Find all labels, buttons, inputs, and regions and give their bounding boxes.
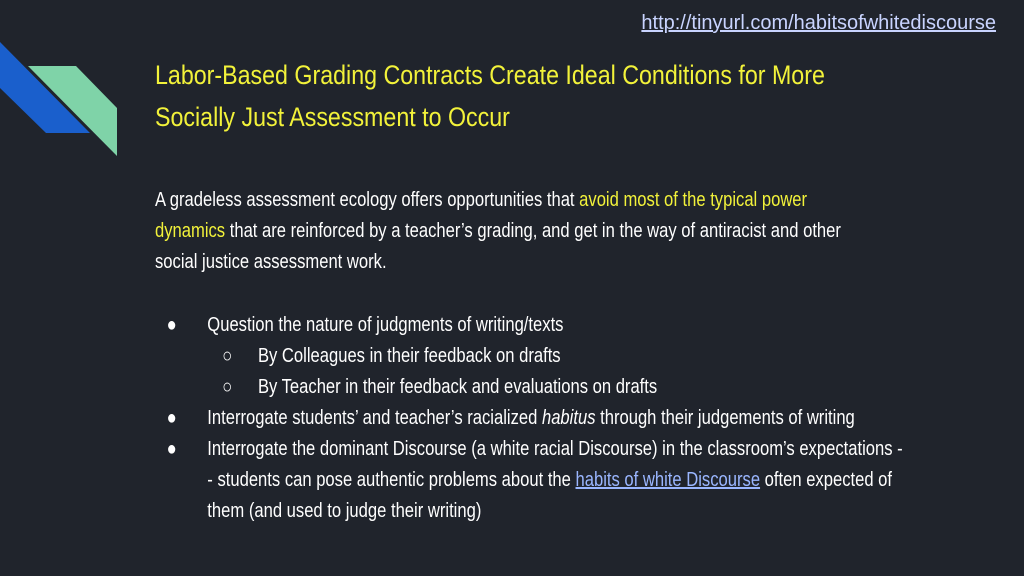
bullet-item-2 [160,403,907,434]
sub-bullet-icon: ○ [222,345,233,367]
title-line-1: Labor-Based Grading Contracts Create Ideal Conditions for More [155,60,825,90]
habits-of-white-discourse-link[interactable]: habits of white Discourse [575,469,761,491]
sub-bullet-item-2 [160,372,907,403]
bullet-list [160,310,907,527]
bullet-icon: ● [166,314,177,336]
bullet-text-before: Interrogate the dominant Discourse (a white racial Discourse) in the classroom’s expectations -- students can pose authentic problems about the [207,438,903,491]
sub-bullet-icon: ○ [222,376,233,398]
intro-text-1: A gradeless assessment ecology offers opportunities that [155,189,580,211]
sub-bullet-text: By Colleagues in their feedback on drafts [257,345,561,367]
corner-decoration [0,0,130,170]
bullet-item-3 [160,434,907,527]
sub-bullet-text: By Teacher in their feedback and evaluations on drafts [257,376,658,398]
bullet-icon: ● [166,407,177,429]
bullet-text-italic: habitus [541,407,596,429]
bullet-item-1 [160,310,907,341]
intro-paragraph [155,185,877,278]
bullet-icon: ● [166,438,177,460]
bullet-text-after: through their judgements of writing [595,407,855,429]
tinyurl-link[interactable]: http://tinyurl.com/habitsofwhitediscourse [641,12,996,34]
bullet-text-after: often expected of them (and used to judge their writing) [207,469,893,522]
bullet-text: Question the nature of judgments of writing/texts [207,314,564,336]
slide-title [155,54,981,138]
intro-highlight: avoid most of the typical power dynamics [155,189,808,242]
title-line-2: Socially Just Assessment to Occur [155,102,510,132]
intro-text-2: that are reinforced by a teacher’s grading, and get in the way of antiracist and other social justice assessment work. [155,220,841,273]
bullet-text-before: Interrogate students’ and teacher’s racialized [207,407,542,429]
sub-bullet-item-1 [160,341,907,372]
